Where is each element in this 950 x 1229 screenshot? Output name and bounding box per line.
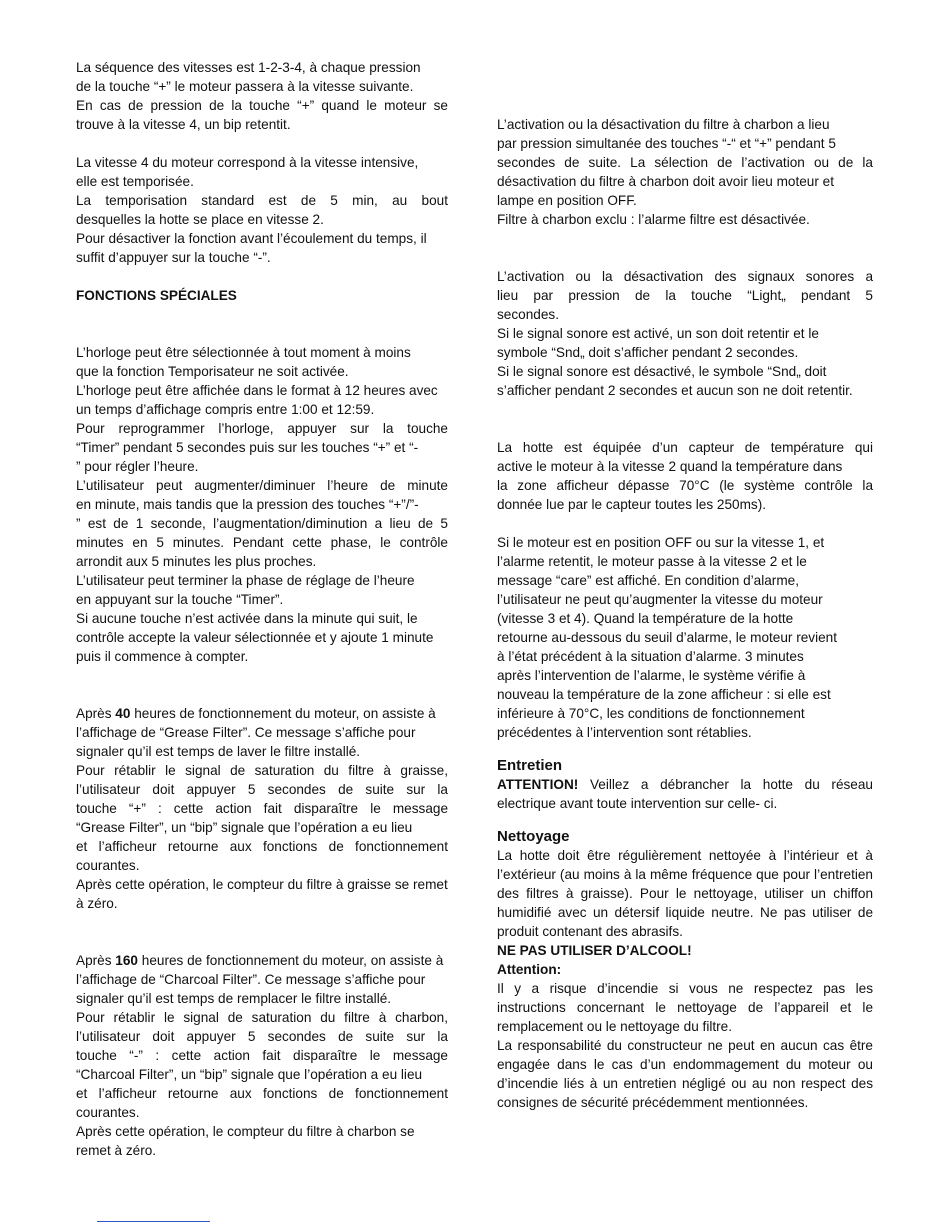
text-line: la zone afficheur dépasse 70°C (le système contrôle la xyxy=(497,478,873,493)
text-line: electrique avant toute intervention sur celle- ci. xyxy=(497,796,778,811)
text-span: heures de fonctionnement du moteur, on assiste à xyxy=(130,706,436,721)
text-line: Il y a risque d’incendie si vous ne respectez pas les xyxy=(497,981,873,996)
text-line: En cas de pression de la touche “+” quand le moteur se xyxy=(76,98,448,113)
text-line: l’alarme retentit, le moteur passe à la vitesse 2 et le xyxy=(497,554,807,569)
cleaning-paragraph xyxy=(497,846,873,941)
text-line: L’utilisateur peut terminer la phase de réglage de l’heure xyxy=(76,573,415,588)
fire-risk-paragraph xyxy=(497,979,873,1112)
text-line: l’utilisateur doit appuyer 5 secondes de suite sur la xyxy=(76,782,448,797)
text-span: heures de fonctionnement du moteur, on assiste à xyxy=(137,953,444,968)
text-line: elle est temporisée. xyxy=(76,174,194,189)
text-line: “Timer” pendant 5 secondes puis sur les touches “+” et “- xyxy=(76,440,419,455)
text-line: l’utilisateur ne peut qu’augmenter la vitesse du moteur xyxy=(497,592,823,607)
text-line: humidifié avec un détersif liquide neutre. Ne pas utiliser de xyxy=(497,905,873,920)
text-line: La vitesse 4 du moteur correspond à la vitesse intensive, xyxy=(76,155,419,170)
text-line: L’utilisateur peut augmenter/diminuer l’heure de minute xyxy=(76,478,448,493)
text-line: contrôle accepte la valeur sélectionnée et y ajoute 1 minute xyxy=(76,630,434,645)
charcoal-activation-paragraph xyxy=(497,115,873,229)
text-line: signaler qu’il est temps de remplacer le filtre installé. xyxy=(76,991,392,1006)
text-line: puis il commence à compter. xyxy=(76,649,249,664)
grease-filter-paragraph xyxy=(76,704,448,913)
charcoal-filter-paragraph xyxy=(76,951,448,1160)
text-line: nouveau la température de la zone afficheur : si elle est xyxy=(497,687,831,702)
text-line: minutes en 5 minutes. Pendant cette phase, le contrôle xyxy=(76,535,448,550)
text-line: Pour rétablir le signal de saturation du filtre à charbon, xyxy=(76,1010,448,1025)
text-line: L’horloge peut être affichée dans le format à 12 heures avec xyxy=(76,383,438,398)
text-line: lampe en position OFF. xyxy=(497,193,637,208)
text-line: Après cette opération, le compteur du filtre à graisse se remet xyxy=(76,877,448,892)
attention-line xyxy=(497,775,873,794)
text-line: ” est de 1 seconde, l’augmentation/diminution a lieu de 5 xyxy=(76,516,448,531)
text-line: active le moteur à la vitesse 2 quand la température dans xyxy=(497,459,843,474)
text-line: L’activation ou la désactivation du filtre à charbon a lieu xyxy=(497,117,830,132)
text-line: L’activation ou la désactivation des signaux sonores a xyxy=(497,269,873,284)
text-line xyxy=(76,704,448,723)
text-line: La responsabilité du constructeur ne peut en aucun cas être xyxy=(497,1038,873,1053)
text-line: (vitesse 3 et 4). Quand la température de la hotte xyxy=(497,611,794,626)
left-column xyxy=(76,58,448,1160)
text-line: produit contenant des abrasifs. xyxy=(497,924,683,939)
text-line: touche “+” : cette action fait disparaître le message xyxy=(76,801,448,816)
grease-hours-value: 40 xyxy=(115,706,131,721)
text-line: un temps d’affichage compris entre 1:00 et 12:59. xyxy=(76,402,375,417)
text-line: Si le signal sonore est désactivé, le symbole “Snd„ doit xyxy=(497,364,827,379)
text-line: d’incendie liés à un entretien négligé ou au non respect des xyxy=(497,1076,873,1091)
text-line: retourne au-dessous du seuil d’alarme, le moteur revient xyxy=(497,630,838,645)
text-line: Filtre à charbon exclu : l’alarme filtre est désactivée. xyxy=(497,212,810,227)
text-line: La hotte doit être régulièrement nettoyée à l’intérieur et à xyxy=(497,848,873,863)
text-line: ” pour régler l’heure. xyxy=(76,459,199,474)
special-functions-heading: FONCTIONS SPÉCIALES xyxy=(76,288,237,303)
text-line: Pour reprogrammer l’horloge, appuyer sur la touche xyxy=(76,421,448,436)
intensive-speed-paragraph xyxy=(76,153,448,267)
attention-label: ATTENTION! xyxy=(497,777,579,792)
sound-signals-paragraph xyxy=(497,267,873,400)
text-line: par pression simultanée des touches “-“ et “+” pendant 5 xyxy=(497,136,836,151)
alarm-paragraph xyxy=(497,533,873,742)
text-line: “Grease Filter”, un “bip” signale que l’opération a eu lieu xyxy=(76,820,413,835)
text-line: l’affichage de “Charcoal Filter”. Ce message s’affiche pour xyxy=(76,972,426,987)
text-line: Pour rétablir le signal de saturation du filtre à graisse, xyxy=(76,763,448,778)
text-line: La hotte est équipée d’un capteur de température qui xyxy=(497,440,873,455)
text-line: et l’afficheur retourne aux fonctions de fonctionnement xyxy=(76,1086,448,1101)
text-line: Pour désactiver la fonction avant l’écoulement du temps, il xyxy=(76,231,427,246)
text-line: Si le moteur est en position OFF ou sur la vitesse 1, et xyxy=(497,535,825,550)
text-line: remplacement ou le nettoyage du filtre. xyxy=(497,1019,733,1034)
text-line: instructions concernant le nettoyage de l’appareil et le xyxy=(497,1000,873,1015)
right-column xyxy=(497,115,873,1112)
text-line: La temporisation standard est de 5 min, au bout xyxy=(76,193,448,208)
text-line: Si le signal sonore est activé, un son doit retentir et le xyxy=(497,326,819,341)
text-line: engagée dans le cas d’un endommagement du moteur ou xyxy=(497,1057,873,1072)
text-line: touche “-” : cette action fait disparaître le message xyxy=(76,1048,448,1063)
charcoal-hours-value: 160 xyxy=(115,953,138,968)
text-line: à l’état précédent à la situation d’alarme. 3 minutes xyxy=(497,649,804,664)
text-line: que la fonction Temporisateur ne soit activée. xyxy=(76,364,349,379)
text-line: message “care” est affiché. En condition d’alarme, xyxy=(497,573,799,588)
text-line: s’afficher pendant 2 secondes et aucun son ne doit retentir. xyxy=(497,383,853,398)
text-line: l’affichage de “Grease Filter”. Ce message s’affiche pour xyxy=(76,725,416,740)
speed-sequence-paragraph xyxy=(76,58,448,134)
text-line xyxy=(76,951,448,970)
text-line: consignes de sécurité précédemment mentionnées. xyxy=(497,1095,809,1110)
text-line: courantes. xyxy=(76,1105,140,1120)
text-line: l’extérieur (au moins à la même fréquence que pour l’entretien xyxy=(497,867,873,882)
text-line: “Charcoal Filter”, un “bip” signale que l’opération a eu lieu xyxy=(76,1067,423,1082)
text-line: remet à zéro. xyxy=(76,1143,157,1158)
text-line: donnée lue par le capteur toutes les 250ms). xyxy=(497,497,767,512)
text-line: Après cette opération, le compteur du filtre à charbon se xyxy=(76,1124,415,1139)
no-alcohol-warning: NE PAS UTILISER D’ALCOOL! xyxy=(497,943,692,958)
text-line: symbole “Snd„ doit s’afficher pendant 2 secondes. xyxy=(497,345,799,360)
text-line: désactivation du filtre à charbon doit avoir lieu moteur et xyxy=(497,174,835,189)
text-line: arrondit aux 5 minutes les plus proches. xyxy=(76,554,317,569)
text-span: Veillez a débrancher la hotte du réseau xyxy=(578,777,873,792)
attention-label-2: Attention: xyxy=(497,962,562,977)
text-line: inférieure à 70°C, les conditions de fonctionnement xyxy=(497,706,805,721)
footnote-divider xyxy=(97,1221,210,1222)
text-line: et l’afficheur retourne aux fonctions de fonctionnement xyxy=(76,839,448,854)
text-line: L’horloge peut être sélectionnée à tout moment à moins xyxy=(76,345,411,360)
text-line: en minute, mais tandis que la pression des touches “+”/”- xyxy=(76,497,419,512)
text-line: Si aucune touche n’est activée dans la minute qui suit, le xyxy=(76,611,418,626)
text-line: lieu par pression de la touche “Light„ pendant 5 xyxy=(497,288,873,303)
maintenance-heading: Entretien xyxy=(497,757,563,774)
text-line: des filtres à graisse). Pour le nettoyage, utiliser un chiffon xyxy=(497,886,873,901)
text-line: desquelles la hotte se place en vitesse 2. xyxy=(76,212,324,227)
text-line: secondes de suite. La sélection de l’activation ou de la xyxy=(497,155,873,170)
text-line: signaler qu’il est temps de laver le filtre installé. xyxy=(76,744,361,759)
text-line: l’utilisateur doit appuyer 5 secondes de suite sur la xyxy=(76,1029,448,1044)
text-line: trouve à la vitesse 4, un bip retentit. xyxy=(76,117,291,132)
text-line: suffit d’appuyer sur la touche “-”. xyxy=(76,250,271,265)
text-line: en appuyant sur la touche “Timer”. xyxy=(76,592,284,607)
text-line: précédentes à l’intervention sont rétablies. xyxy=(497,725,752,740)
text-line: après l’intervention de l’alarme, le système vérifie à xyxy=(497,668,806,683)
clock-paragraph xyxy=(76,343,448,666)
text-line: à zéro. xyxy=(76,896,118,911)
text-line: secondes. xyxy=(497,307,559,322)
text-line: courantes. xyxy=(76,858,140,873)
text-span: Après xyxy=(76,953,116,968)
temperature-sensor-paragraph xyxy=(497,438,873,514)
cleaning-heading: Nettoyage xyxy=(497,828,570,845)
text-line: La séquence des vitesses est 1-2-3-4, à chaque pression xyxy=(76,60,421,75)
text-span: Après xyxy=(76,706,116,721)
text-line: de la touche “+” le moteur passera à la vitesse suivante. xyxy=(76,79,414,94)
